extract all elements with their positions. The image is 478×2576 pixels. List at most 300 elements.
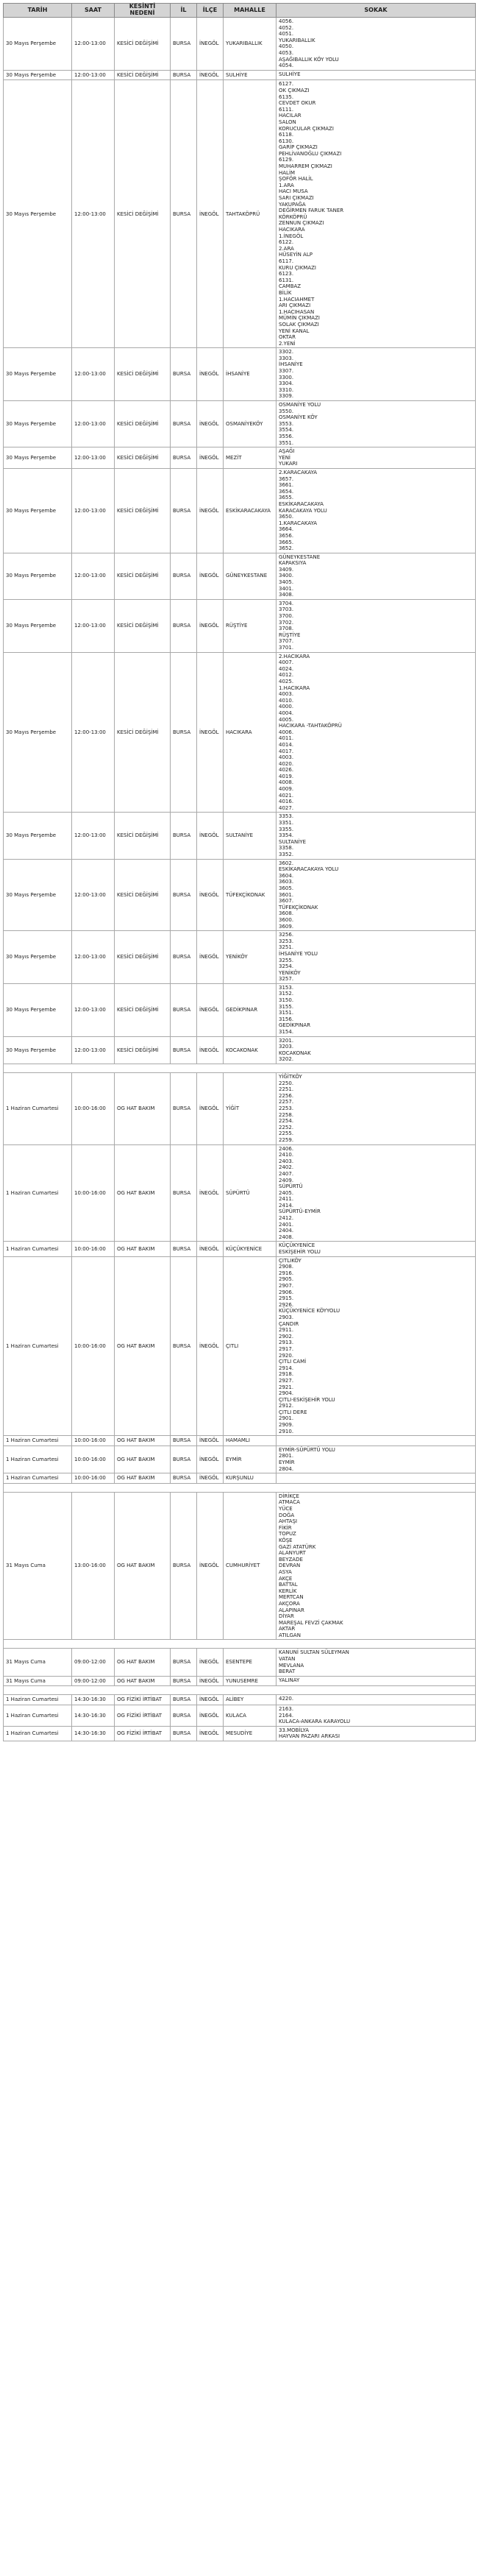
street-name: 3708. <box>279 626 294 632</box>
table-row <box>4 1073 476 1145</box>
cell-reason: OG HAT BAKIM <box>115 1473 171 1484</box>
cell-district: İNEGÖL <box>197 553 224 599</box>
street-name: 3604. <box>279 872 294 879</box>
cell-date: 31 Mayıs Cuma <box>4 1492 72 1640</box>
street-name: 4051. <box>279 31 294 38</box>
street-name: KULACA-ANKARA KARAYOLU <box>279 1719 351 1725</box>
header-row <box>4 4 476 18</box>
street-name: ŞOFÖR HALİL <box>279 176 313 183</box>
cell-reason: KESİCİ DEĞİŞİMİ <box>115 348 171 401</box>
table-row <box>4 401 476 447</box>
cell-date: 30 Mayıs Perşembe <box>4 931 72 984</box>
street-name: 3151. <box>279 1010 294 1016</box>
cell-neighborhood: YUKARIBALLIK <box>224 18 277 71</box>
street-name: 3153. <box>279 984 294 991</box>
spacer-cell <box>4 1640 476 1649</box>
spacer-row <box>4 1640 476 1649</box>
cell-date: 30 Mayıs Perşembe <box>4 813 72 859</box>
street-name: 2254. <box>279 1118 294 1125</box>
street-name: 4003. <box>279 691 294 698</box>
cell-date: 30 Mayıs Perşembe <box>4 70 72 80</box>
cell-time: 12:00-13:00 <box>72 468 115 553</box>
street-name: 2903. <box>279 1314 294 1320</box>
cell-reason: OG HAT BAKIM <box>115 1446 171 1473</box>
street-name: 2257. <box>279 1099 294 1105</box>
street-name: 3550. <box>279 408 294 414</box>
street-name: KÖRKÖPRÜ <box>279 213 307 220</box>
column-header-date: TARİH <box>4 4 72 18</box>
street-name: YAKUPAĞA <box>279 201 306 208</box>
street-name: 3408. <box>279 592 294 598</box>
table-row <box>4 468 476 553</box>
cell-district: İNEGÖL <box>197 80 224 348</box>
street-name: 3657. <box>279 475 294 482</box>
street-name: KÜÇÜKYENİCE <box>279 1242 315 1249</box>
cell-reason: OG HAT BAKIM <box>115 1649 171 1676</box>
street-name: 1.ARA <box>279 182 294 188</box>
table-row <box>4 1649 476 1676</box>
cell-neighborhood: ESENTEPE <box>224 1649 277 1676</box>
street-name: 1.KARACAKAYA <box>279 520 318 526</box>
column-header-province: İL <box>171 4 197 18</box>
cell-time: 14:30-16:30 <box>72 1695 115 1705</box>
cell-streets <box>277 1242 476 1256</box>
cell-province: BURSA <box>171 1036 197 1064</box>
street-name: 2250. <box>279 1080 294 1086</box>
cell-date: 30 Mayıs Perşembe <box>4 599 72 652</box>
cell-neighborhood: KURŞUNLU <box>224 1473 277 1484</box>
street-name: 2410. <box>279 1152 294 1158</box>
cell-reason: KESİCİ DEĞİŞİMİ <box>115 553 171 599</box>
spacer-row <box>4 1686 476 1695</box>
cell-neighborhood: ÇITLI <box>224 1256 277 1436</box>
street-name: 4017. <box>279 748 294 754</box>
cell-streets <box>277 599 476 652</box>
street-name: 2926. <box>279 1301 294 1308</box>
cell-reason: KESİCİ DEĞİŞİMİ <box>115 1036 171 1064</box>
street-name: 3605. <box>279 885 294 891</box>
cell-neighborhood: YUNUSEMRE <box>224 1676 277 1686</box>
street-name: HACIKARA -TAHTAKÖPRÜ <box>279 723 342 729</box>
street-name: OKTAR <box>279 334 296 341</box>
street-name: 2927. <box>279 1377 294 1384</box>
street-name: MERTCAN <box>279 1594 304 1601</box>
street-name: 4056. <box>279 18 294 24</box>
table-row <box>4 1695 476 1705</box>
cell-province: BURSA <box>171 599 197 652</box>
cell-district: İNEGÖL <box>197 348 224 401</box>
street-name: 3405. <box>279 579 294 586</box>
cell-streets <box>277 1649 476 1676</box>
cell-reason: OG HAT BAKIM <box>115 1436 171 1446</box>
cell-date: 30 Mayıs Perşembe <box>4 553 72 599</box>
street-name: 3303. <box>279 355 294 361</box>
cell-time: 09:00-12:00 <box>72 1676 115 1686</box>
street-name: SULTANİYE <box>279 838 307 845</box>
street-name: KORUCULAR ÇIKMAZI <box>279 125 334 132</box>
cell-reason: OG FİZİKİ İRTİBAT <box>115 1726 171 1741</box>
cell-province: BURSA <box>171 1446 197 1473</box>
cell-province: BURSA <box>171 80 197 348</box>
cell-reason: KESİCİ DEĞİŞİMİ <box>115 80 171 348</box>
cell-neighborhood: İHSANİYE <box>224 348 277 401</box>
cell-province: BURSA <box>171 1726 197 1741</box>
cell-province: BURSA <box>171 1705 197 1727</box>
cell-neighborhood: CUMHURİYET <box>224 1492 277 1640</box>
street-name: 3701. <box>279 645 294 651</box>
cell-district: İNEGÖL <box>197 1242 224 1256</box>
street-name: 3302. <box>279 349 294 355</box>
street-name: 2907. <box>279 1283 294 1289</box>
cell-streets <box>277 652 476 813</box>
cell-time: 10:00-16:00 <box>72 1144 115 1242</box>
cell-streets <box>277 348 476 401</box>
cell-reason: KESİCİ DEĞİŞİMİ <box>115 859 171 931</box>
street-name: 4000. <box>279 704 294 710</box>
cell-date: 30 Mayıs Perşembe <box>4 983 72 1036</box>
street-name: DİRİKÇE <box>279 1493 299 1499</box>
street-name: 2403. <box>279 1158 294 1164</box>
street-name: 2404. <box>279 1228 294 1234</box>
street-name: 3351. <box>279 820 294 827</box>
street-name: 3358. <box>279 845 294 852</box>
table-row <box>4 1676 476 1686</box>
street-name: 3352. <box>279 852 294 857</box>
street-name: 2916. <box>279 1270 294 1276</box>
table-row <box>4 983 476 1036</box>
table-row <box>4 348 476 401</box>
cell-reason: OG FİZİKİ İRTİBAT <box>115 1705 171 1727</box>
cell-province: BURSA <box>171 931 197 984</box>
street-name: 3661. <box>279 482 294 489</box>
cell-time: 10:00-16:00 <box>72 1446 115 1473</box>
street-name: 3401. <box>279 585 294 592</box>
cell-province: BURSA <box>171 468 197 553</box>
street-name: 3700. <box>279 613 294 620</box>
street-name: 1.İNEGÖL <box>279 233 304 239</box>
street-name: 4024. <box>279 665 294 672</box>
cell-streets <box>277 447 476 469</box>
column-header-time: SAAT <box>72 4 115 18</box>
cell-reason: KESİCİ DEĞİŞİMİ <box>115 401 171 447</box>
street-name: 2409. <box>279 1177 294 1183</box>
street-name: SÜPÜRTÜ-EYMİR <box>279 1209 321 1215</box>
spacer-cell <box>4 1483 476 1492</box>
cell-district: İNEGÖL <box>197 599 224 652</box>
cell-time: 12:00-13:00 <box>72 599 115 652</box>
street-name: 4220. <box>279 1696 294 1702</box>
street-name: GÜNEYKESTANE <box>279 553 321 560</box>
street-name: 2915. <box>279 1295 294 1302</box>
cell-date: 1 Haziran Cumartesi <box>4 1073 72 1145</box>
cell-reason: OG HAT BAKIM <box>115 1073 171 1145</box>
street-name: İHSANİYE <box>279 361 303 368</box>
street-name: KANUNİ SULTAN SÜLEYMAN <box>279 1649 349 1656</box>
cell-streets <box>277 1473 476 1484</box>
street-name: KÖŞE <box>279 1537 293 1543</box>
street-name: 3609. <box>279 923 294 930</box>
outage-table-container <box>3 3 475 1741</box>
street-name: EYMİR <box>279 1459 295 1466</box>
street-name: ATILGAN <box>279 1632 301 1638</box>
street-name: FİKİR <box>279 1524 292 1531</box>
street-name: ATMACA <box>279 1499 300 1506</box>
cell-time: 12:00-13:00 <box>72 70 115 80</box>
street-name: 6117. <box>279 258 294 264</box>
cell-neighborhood: KULACA <box>224 1705 277 1727</box>
street-name: HÜSEYİN ALP <box>279 252 313 258</box>
street-name: 2164. <box>279 1712 294 1719</box>
cell-streets <box>277 813 476 859</box>
cell-reason: KESİCİ DEĞİŞİMİ <box>115 931 171 984</box>
table-row <box>4 1144 476 1242</box>
street-name: 3551. <box>279 439 294 446</box>
table-row <box>4 931 476 984</box>
cell-district: İNEGÖL <box>197 1446 224 1473</box>
cell-date: 30 Mayıs Perşembe <box>4 859 72 931</box>
cell-reason: OG HAT BAKIM <box>115 1256 171 1436</box>
cell-province: BURSA <box>171 553 197 599</box>
street-name: MUHARREM ÇIKMAZI <box>279 163 332 170</box>
street-name: 4003. <box>279 754 294 761</box>
street-name: DEVRAN <box>279 1563 301 1569</box>
cell-streets <box>277 1036 476 1064</box>
street-name: 6111. <box>279 106 294 113</box>
street-name: ARI ÇIKMAZI <box>279 302 311 309</box>
cell-date: 1 Haziran Cumartesi <box>4 1436 72 1446</box>
street-name: GARİP ÇIKMAZI <box>279 144 318 151</box>
street-name: 3251. <box>279 944 294 951</box>
street-name: BATTAL <box>279 1582 298 1588</box>
street-name: AŞAĞI <box>279 448 295 455</box>
street-name: ÇANDIR <box>279 1320 299 1327</box>
street-name: HACIKARA <box>279 227 305 233</box>
street-name: OK ÇIKMAZI <box>279 87 310 93</box>
street-name: 3655. <box>279 495 294 501</box>
street-name: 2908. <box>279 1264 294 1270</box>
street-name: 2801. <box>279 1453 294 1459</box>
street-name: 4021. <box>279 792 294 799</box>
table-header <box>4 4 476 18</box>
cell-province: BURSA <box>171 1676 197 1686</box>
street-name: 2252. <box>279 1124 294 1130</box>
street-name: ESKİKARACAKAYA <box>279 500 324 507</box>
street-name: 33.MOBİLYA <box>279 1727 310 1733</box>
table-row <box>4 1436 476 1446</box>
street-name: 2411. <box>279 1196 294 1203</box>
street-name: TOPUZ <box>279 1531 296 1538</box>
street-name: BİLİK <box>279 289 292 296</box>
street-name: 3202. <box>279 1056 294 1063</box>
cell-province: BURSA <box>171 70 197 80</box>
spacer-cell <box>4 1686 476 1695</box>
street-name: 2256. <box>279 1092 294 1099</box>
street-name: 2917. <box>279 1345 294 1352</box>
cell-neighborhood: YENİKÖY <box>224 931 277 984</box>
street-name: 4009. <box>279 786 294 793</box>
street-name: 4026. <box>279 767 294 774</box>
cell-date: 1 Haziran Cumartesi <box>4 1256 72 1436</box>
street-name: MAREŞAL FEVZİ ÇAKMAK <box>279 1619 343 1626</box>
cell-province: BURSA <box>171 983 197 1036</box>
street-name: 3156. <box>279 1016 294 1022</box>
street-name: 2804. <box>279 1465 294 1472</box>
cell-streets <box>277 859 476 931</box>
street-name: 2401. <box>279 1221 294 1228</box>
street-name: 3154. <box>279 1029 294 1036</box>
cell-time: 12:00-13:00 <box>72 1036 115 1064</box>
cell-streets <box>277 553 476 599</box>
street-name: 2251. <box>279 1086 294 1093</box>
street-name: 3656. <box>279 532 294 539</box>
cell-district: İNEGÖL <box>197 1073 224 1145</box>
table-row <box>4 1242 476 1256</box>
street-name: DİYAR <box>279 1613 294 1620</box>
cell-district: İNEGÖL <box>197 1036 224 1064</box>
cell-streets <box>277 1256 476 1436</box>
cell-time: 14:30-16:30 <box>72 1726 115 1741</box>
cell-neighborhood: HACIKARA <box>224 652 277 813</box>
table-row <box>4 1705 476 1727</box>
street-name: HALİM <box>279 169 296 176</box>
cell-streets <box>277 1446 476 1473</box>
street-name: 3704. <box>279 600 294 606</box>
cell-province: BURSA <box>171 1649 197 1676</box>
street-name: ALAPINAR <box>279 1607 304 1613</box>
street-name: 4052. <box>279 24 294 31</box>
cell-neighborhood: GÜNEYKESTANE <box>224 553 277 599</box>
cell-time: 12:00-13:00 <box>72 18 115 71</box>
street-name: 3556. <box>279 434 294 439</box>
street-name: 4012. <box>279 672 294 679</box>
street-name: 3600. <box>279 916 294 923</box>
cell-time: 12:00-13:00 <box>72 859 115 931</box>
cell-streets <box>277 1492 476 1640</box>
street-name: AŞAĞIBALLIK KÖY YOLU <box>279 56 339 63</box>
street-name: 3201. <box>279 1037 294 1044</box>
street-name: 2909. <box>279 1422 294 1429</box>
street-name: 1.HACIAHMET <box>279 296 315 302</box>
street-name: ÇITLI DERE <box>279 1409 307 1415</box>
street-name: 4007. <box>279 659 294 666</box>
cell-time: 10:00-16:00 <box>72 1436 115 1446</box>
street-name: 6127. <box>279 81 294 88</box>
street-name: 3601. <box>279 891 294 898</box>
street-name: 2253. <box>279 1105 294 1111</box>
cell-reason: KESİCİ DEĞİŞİMİ <box>115 447 171 469</box>
table-row <box>4 70 476 80</box>
street-name: 4027. <box>279 804 294 811</box>
cell-province: BURSA <box>171 348 197 401</box>
street-name: AKÇE <box>279 1575 293 1582</box>
street-name: YALINAY <box>279 1677 300 1683</box>
cell-time: 12:00-13:00 <box>72 401 115 447</box>
street-name: 3310. <box>279 386 294 393</box>
street-name: 3253. <box>279 938 294 944</box>
cell-district: İNEGÖL <box>197 1492 224 1640</box>
cell-district: İNEGÖL <box>197 447 224 469</box>
cell-time: 12:00-13:00 <box>72 931 115 984</box>
cell-time: 12:00-13:00 <box>72 553 115 599</box>
cell-neighborhood: KÜÇÜKYENİCE <box>224 1242 277 1256</box>
cell-district: İNEGÖL <box>197 468 224 553</box>
cell-district: İNEGÖL <box>197 1695 224 1705</box>
street-name: 3353. <box>279 813 294 820</box>
street-name: MÜMİN ÇIKMAZI <box>279 315 320 322</box>
cell-neighborhood: OSMANİYEKÖY <box>224 401 277 447</box>
cell-neighborhood: MEZİT <box>224 447 277 469</box>
cell-reason: KESİCİ DEĞİŞİMİ <box>115 599 171 652</box>
table-row <box>4 1726 476 1741</box>
street-name: HACI MUSA <box>279 188 308 195</box>
cell-time: 12:00-13:00 <box>72 813 115 859</box>
street-name: 3702. <box>279 619 294 626</box>
street-name: SARI ÇIKMAZI <box>279 195 314 202</box>
cell-province: BURSA <box>171 1242 197 1256</box>
street-name: 2259. <box>279 1136 294 1143</box>
cell-reason: KESİCİ DEĞİŞİMİ <box>115 468 171 553</box>
street-name: 3304. <box>279 381 294 387</box>
street-name: 2911. <box>279 1327 294 1334</box>
cell-date: 1 Haziran Cumartesi <box>4 1695 72 1705</box>
cell-time: 09:00-12:00 <box>72 1649 115 1676</box>
street-name: 3554. <box>279 427 294 434</box>
column-header-street: SOKAK <box>277 4 476 18</box>
cell-streets <box>277 18 476 71</box>
street-name: 2402. <box>279 1164 294 1171</box>
cell-district: İNEGÖL <box>197 1473 224 1484</box>
cell-neighborhood: YİĞİT <box>224 1073 277 1145</box>
cell-neighborhood: ALİBEY <box>224 1695 277 1705</box>
table-row <box>4 859 476 931</box>
table-row <box>4 1446 476 1473</box>
street-name: 3602. <box>279 860 294 866</box>
street-name: 1.HACIKARA <box>279 684 310 691</box>
street-name: 3665. <box>279 539 294 545</box>
street-name: 2910. <box>279 1428 294 1434</box>
street-name: 2258. <box>279 1111 294 1118</box>
street-name: RÜŞTİYE <box>279 631 301 638</box>
cell-district: İNEGÖL <box>197 1676 224 1686</box>
cell-province: BURSA <box>171 1256 197 1436</box>
cell-neighborhood: SÜPÜRTÜ <box>224 1144 277 1242</box>
street-name: 2.YENİ <box>279 340 296 347</box>
street-name: ZENNUN ÇIKMAZI <box>279 220 324 227</box>
cell-district: İNEGÖL <box>197 813 224 859</box>
street-name: 2904. <box>279 1390 294 1397</box>
street-name: 4005. <box>279 716 294 723</box>
street-name: 2912. <box>279 1403 294 1409</box>
street-name: 3300. <box>279 374 294 381</box>
street-name: 4054. <box>279 63 294 69</box>
street-name: SOLAK ÇIKMAZI <box>279 321 319 328</box>
street-name: 2914. <box>279 1365 294 1371</box>
cell-streets <box>277 983 476 1036</box>
street-name: 3254. <box>279 963 294 970</box>
cell-province: BURSA <box>171 1073 197 1145</box>
street-name: 2921. <box>279 1384 294 1390</box>
cell-neighborhood: ESKİKARACAKAYA <box>224 468 277 553</box>
street-name: 4050. <box>279 43 294 50</box>
cell-streets <box>277 1695 476 1705</box>
table-row <box>4 1492 476 1640</box>
cell-time: 10:00-16:00 <box>72 1242 115 1256</box>
street-name: 2.HACIKARA <box>279 653 310 659</box>
cell-province: BURSA <box>171 1144 197 1242</box>
street-name: 6130. <box>279 138 294 144</box>
street-name: 4053. <box>279 49 294 56</box>
cell-reason: KESİCİ DEĞİŞİMİ <box>115 983 171 1036</box>
